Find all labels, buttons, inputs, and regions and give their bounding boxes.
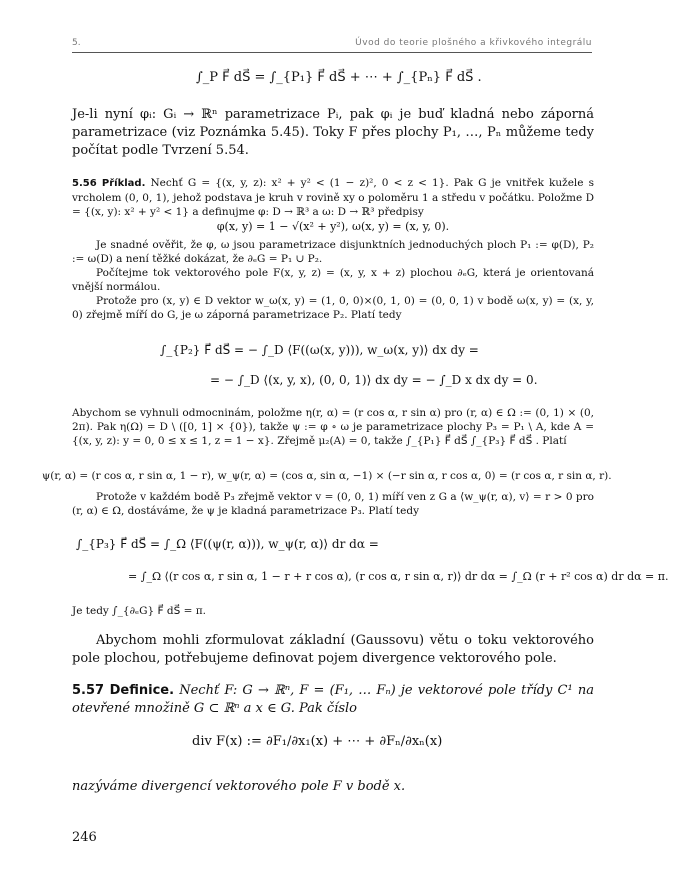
equation-psi: ψ(r, α) = (r cos α, r sin α, 1 − r), w_ψ(r, α) = (cos α, sin α, −1) × (−r sin α, r cos α, 0) = (r cos α, r sin α, r). (42, 470, 612, 482)
equation-integral-p3-line2: = ∫_Ω ⟨(r cos α, r sin α, 1 − r + r cos α), (r cos α, r sin α, r)⟩ dr dα = ∫_Ω (r + r² cos α) dr dα = π. (128, 570, 669, 583)
header-title: Úvod do teorie plošného a křivkového integrálu (355, 38, 592, 48)
definition-text: Nechť F: G → ℝⁿ, F = (F₁, … Fₙ) je vektorové pole třídy C¹ na otevřené množině G ⊂ ℝⁿ a x ∈ G. Pak číslo (72, 683, 594, 716)
definition-divergence (72, 682, 594, 718)
example-intro (72, 176, 594, 219)
header-chapter: 5. (72, 38, 81, 48)
example-conclusion: Je tedy ∫_{∂ₑG} F⃗ dS⃗ = π. (72, 605, 206, 617)
definition-label: 5.57 Definice. (72, 683, 175, 698)
example-paragraph-4: Protože pro (x, y) ∈ D vektor w_ω(x, y) = (1, 0, 0)×(0, 1, 0) = (0, 0, 1) v bodě ω(x, y) = (x, y, 0) zřejmě míří do G, je ω záporná parametrizace P₂. Platí tedy (72, 295, 594, 321)
equation-divergence: div F(x) := ∂F₁/∂x₁(x) + ⋯ + ∂Fₙ/∂xₙ(x) (192, 734, 443, 749)
definition-closing: nazýváme divergencí vektorového pole F v bodě x. (72, 779, 406, 794)
example-paragraph-2: Je snadné ověřit, že φ, ω jsou parametrizace disjunktních jednoduchých ploch P₁ := φ(D), P₂ := ω(D) a není těžké dokázat, že ∂ₑG = P₁ ∪ P₂. (72, 239, 594, 265)
equation-integral-p2-line1: ∫_{P₂} F⃗ dS⃗ = − ∫_D ⟨F((ω(x, y))), w_ω(x, y)⟩ dx dy = (160, 343, 479, 357)
example-paragraph-3: Počítejme tok vektorového pole F(x, y, z) = (x, y, x + z) plochou ∂ₑG, která je orientovaná vnější normálou. (72, 267, 594, 293)
example-label: 5.56 Příklad. (72, 178, 146, 189)
example-paragraph-6: Protože v každém bodě P₃ zřejmě vektor v = (0, 0, 1) míří ven z G a ⟨w_ψ(r, α), v⟩ = r > 0 pro (r, α) ∈ Ω, dostáváme, že ψ je kladná parametrizace P₃. Platí tedy (72, 491, 594, 517)
equation-integral-p2-line2: = − ∫_D ⟨(x, y, x), (0, 0, 1)⟩ dx dy = − ∫_D x dx dy = 0. (210, 373, 538, 387)
example-intro-text: Nechť G = {(x, y, z): x² + y² < (1 − z)², 0 < z < 1}. Pak G je vnitřek kužele s vrcholem (0, 0, 1), jehož podstava je kruh v rovině xy o poloměru 1 a středu v počátku. Položme D = {(x, y): x² + y² < 1} a definujme φ: D → ℝ³ a ω: D → ℝ³ předpisy (72, 177, 594, 218)
running-header (72, 38, 592, 53)
equation-phi-omega: φ(x, y) = 1 − √(x² + y²), ω(x, y) = (x, y, 0). (216, 220, 450, 233)
equation-flux-sum: ∫_P F⃗ dS⃗ = ∫_{P₁} F⃗ dS⃗ + ⋯ + ∫_{Pₙ} F⃗ dS⃗ . (196, 70, 482, 85)
page-number: 246 (72, 830, 97, 845)
paragraph-divergence-intro: Abychom mohli zformulovat základní (Gaussovu) větu o toku vektorového pole plochou, potřebujeme definovat pojem divergence vektorového pole. (72, 633, 594, 666)
paragraph-parametrization: Je-li nyní φᵢ: Gᵢ → ℝⁿ parametrizace Pᵢ, pak φᵢ je buď kladná nebo záporná parametrizace (viz Poznámka 5.45). Toky F přes plochy P₁, …, Pₙ můžeme tedy počítat podle Tvrzení 5.54. (72, 107, 594, 158)
equation-integral-p3-line1: ∫_{P₃} F⃗ dS⃗ = ∫_Ω ⟨F((ψ(r, α))), w_ψ(r, α)⟩ dr dα = (76, 537, 379, 551)
example-paragraph-5: Abychom se vyhnuli odmocninám, položme η(r, α) = (r cos α, r sin α) pro (r, α) ∈ Ω := (0, 1) × (0, 2π). Pak η(Ω) = D \ ([0, 1] × {0}), takže ψ := φ ∘ ω je parametrizace plochy P₃ = P₁ \ A, kde A = {(x, y, z): y = 0, 0 ≤ x ≤ 1, z = 1 − x}. Zřejmě μ₂(A) = 0, takže ∫_{P₁} F⃗ dS⃗ ∫_{P₃} F⃗ dS⃗ . Platí (72, 407, 594, 447)
